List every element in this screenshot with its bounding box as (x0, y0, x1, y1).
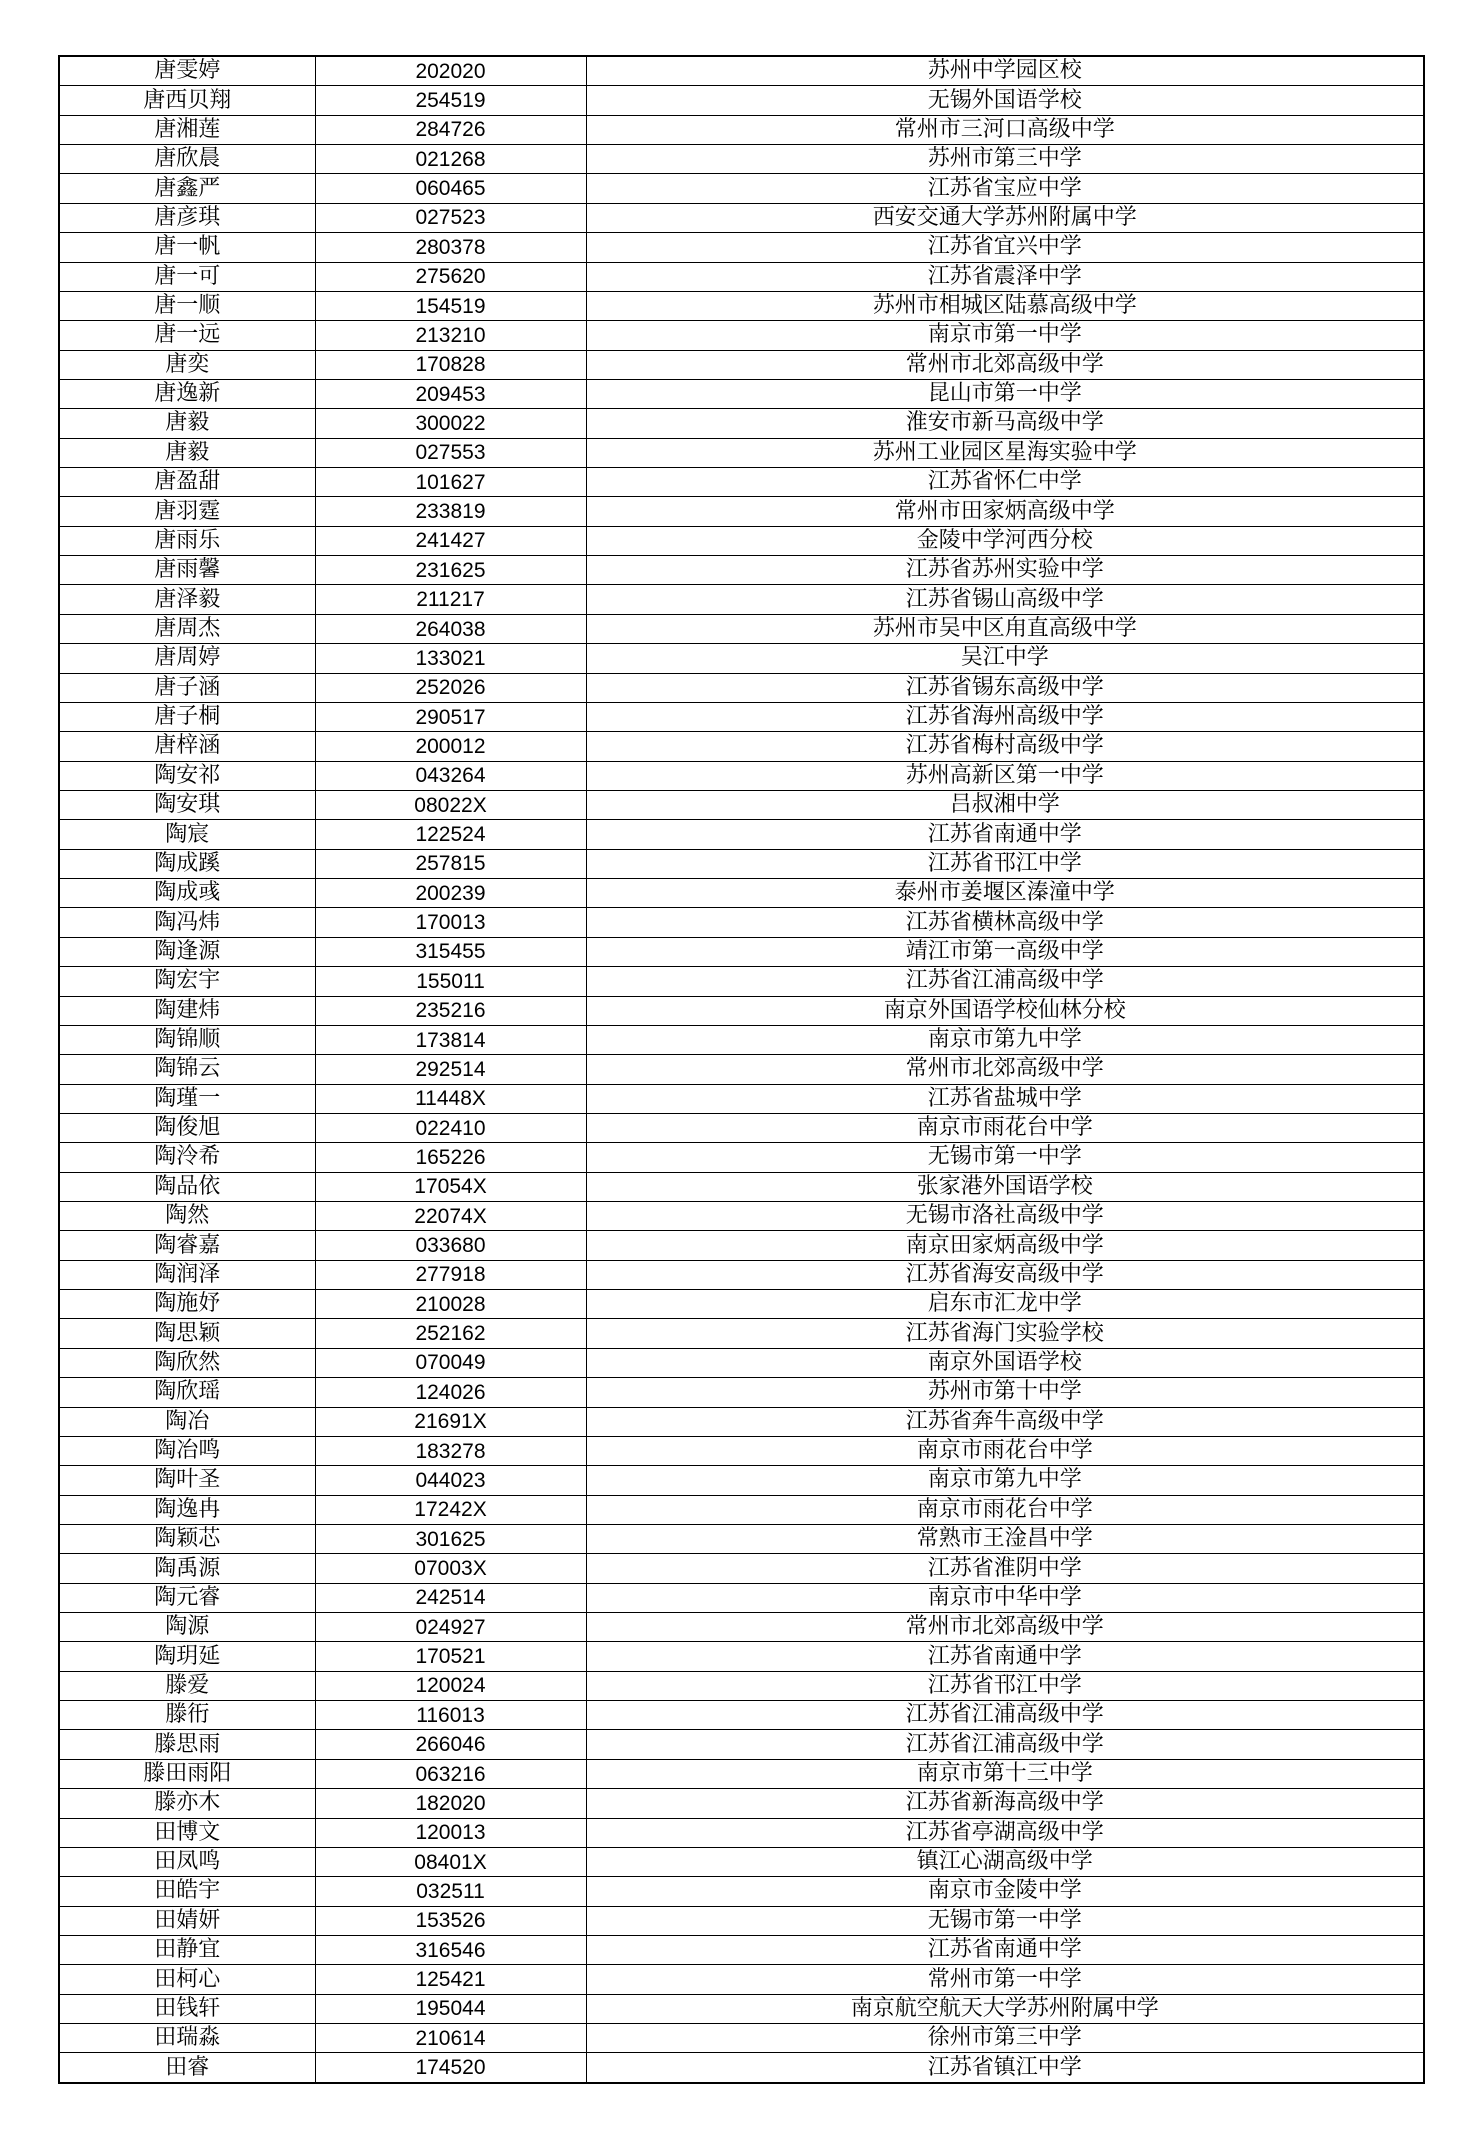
school-cell: 吴江中学 (586, 644, 1424, 673)
id-cell: 17054X (315, 1172, 586, 1201)
id-cell: 241427 (315, 526, 586, 555)
id-cell: 027523 (315, 203, 586, 232)
id-cell: 301625 (315, 1524, 586, 1553)
id-cell: 202020 (315, 56, 586, 86)
table-row (59, 174, 1424, 203)
id-cell: 17242X (315, 1495, 586, 1524)
school-cell: 江苏省江浦高级中学 (586, 967, 1424, 996)
id-cell: 024927 (315, 1613, 586, 1642)
school-cell: 无锡市第一中学 (586, 1143, 1424, 1172)
school-cell: 苏州市吴中区甪直高级中学 (586, 614, 1424, 643)
school-cell: 镇江心湖高级中学 (586, 1847, 1424, 1876)
school-cell: 常州市三河口高级中学 (586, 115, 1424, 144)
name-cell: 唐湘莲 (59, 115, 315, 144)
id-cell: 124026 (315, 1378, 586, 1407)
id-cell: 153526 (315, 1906, 586, 1935)
table-row (59, 1759, 1424, 1788)
id-cell: 11448X (315, 1084, 586, 1113)
name-cell: 陶欣瑶 (59, 1378, 315, 1407)
name-cell: 唐一可 (59, 262, 315, 291)
name-cell: 唐雨乐 (59, 526, 315, 555)
school-cell: 南京市第九中学 (586, 1466, 1424, 1495)
table-row (59, 1671, 1424, 1700)
name-cell: 唐雯婷 (59, 56, 315, 86)
name-cell: 陶品依 (59, 1172, 315, 1201)
table-row (59, 1055, 1424, 1084)
name-cell: 唐一顺 (59, 291, 315, 320)
school-cell: 南京市雨花台中学 (586, 1436, 1424, 1465)
table-row (59, 1290, 1424, 1319)
table-row (59, 115, 1424, 144)
school-cell: 无锡市洛社高级中学 (586, 1202, 1424, 1231)
school-cell: 江苏省南通中学 (586, 1642, 1424, 1671)
id-cell: 257815 (315, 849, 586, 878)
school-cell: 常州市第一中学 (586, 1965, 1424, 1994)
table-row (59, 262, 1424, 291)
table-row (59, 291, 1424, 320)
roster-table-body (59, 56, 1424, 2083)
id-cell: 200012 (315, 732, 586, 761)
name-cell: 田静宜 (59, 1936, 315, 1965)
table-row (59, 1143, 1424, 1172)
school-cell: 常州市北郊高级中学 (586, 1613, 1424, 1642)
school-cell: 南京市第十三中学 (586, 1759, 1424, 1788)
name-cell: 陶元睿 (59, 1583, 315, 1612)
table-row (59, 820, 1424, 849)
school-cell: 苏州市第三中学 (586, 145, 1424, 174)
table-row (59, 1025, 1424, 1054)
name-cell: 唐雨馨 (59, 556, 315, 585)
name-cell: 唐周婷 (59, 644, 315, 673)
school-cell: 江苏省奔牛高级中学 (586, 1407, 1424, 1436)
school-cell: 淮安市新马高级中学 (586, 409, 1424, 438)
school-cell: 南京市金陵中学 (586, 1877, 1424, 1906)
name-cell: 陶然 (59, 1202, 315, 1231)
name-cell: 田博文 (59, 1818, 315, 1847)
school-cell: 昆山市第一中学 (586, 379, 1424, 408)
table-row (59, 614, 1424, 643)
school-cell: 苏州市相城区陆慕高级中学 (586, 291, 1424, 320)
name-cell: 陶颖芯 (59, 1524, 315, 1553)
id-cell: 063216 (315, 1759, 586, 1788)
name-cell: 唐欣晨 (59, 145, 315, 174)
table-row (59, 937, 1424, 966)
roster-table (58, 55, 1425, 2084)
id-cell: 182020 (315, 1789, 586, 1818)
table-row (59, 1495, 1424, 1524)
id-cell: 120024 (315, 1671, 586, 1700)
name-cell: 田柯心 (59, 1965, 315, 1994)
table-row (59, 468, 1424, 497)
name-cell: 陶冶鸣 (59, 1436, 315, 1465)
school-cell: 南京市雨花台中学 (586, 1113, 1424, 1142)
name-cell: 唐子桐 (59, 702, 315, 731)
name-cell: 滕田雨阳 (59, 1759, 315, 1788)
name-cell: 陶建炜 (59, 996, 315, 1025)
id-cell: 170013 (315, 908, 586, 937)
id-cell: 315455 (315, 937, 586, 966)
id-cell: 211217 (315, 585, 586, 614)
name-cell: 陶玥延 (59, 1642, 315, 1671)
school-cell: 苏州市第十中学 (586, 1378, 1424, 1407)
table-row (59, 1701, 1424, 1730)
school-cell: 江苏省淮阴中学 (586, 1554, 1424, 1583)
table-row (59, 644, 1424, 673)
name-cell: 陶冯炜 (59, 908, 315, 937)
name-cell: 陶泠希 (59, 1143, 315, 1172)
table-row (59, 497, 1424, 526)
id-cell: 280378 (315, 233, 586, 262)
name-cell: 陶思颖 (59, 1319, 315, 1348)
name-cell: 陶禹源 (59, 1554, 315, 1583)
table-row (59, 1113, 1424, 1142)
school-cell: 江苏省邗江中学 (586, 849, 1424, 878)
name-cell: 陶欣然 (59, 1348, 315, 1377)
table-row (59, 1642, 1424, 1671)
id-cell: 032511 (315, 1877, 586, 1906)
name-cell: 陶锦云 (59, 1055, 315, 1084)
school-cell: 苏州中学园区校 (586, 56, 1424, 86)
id-cell: 290517 (315, 702, 586, 731)
table-row (59, 145, 1424, 174)
id-cell: 210614 (315, 2024, 586, 2053)
table-row (59, 1407, 1424, 1436)
name-cell: 唐泽毅 (59, 585, 315, 614)
name-cell: 陶宸 (59, 820, 315, 849)
id-cell: 021268 (315, 145, 586, 174)
name-cell: 滕思雨 (59, 1730, 315, 1759)
school-cell: 江苏省邗江中学 (586, 1671, 1424, 1700)
table-row (59, 56, 1424, 86)
id-cell: 125421 (315, 1965, 586, 1994)
id-cell: 316546 (315, 1936, 586, 1965)
id-cell: 254519 (315, 86, 586, 115)
name-cell: 田瑞淼 (59, 2024, 315, 2053)
school-cell: 江苏省亭湖高级中学 (586, 1818, 1424, 1847)
school-cell: 江苏省海安高级中学 (586, 1260, 1424, 1289)
id-cell: 284726 (315, 115, 586, 144)
table-row (59, 585, 1424, 614)
name-cell: 唐鑫严 (59, 174, 315, 203)
name-cell: 陶宏宇 (59, 967, 315, 996)
name-cell: 陶源 (59, 1613, 315, 1642)
table-row (59, 1847, 1424, 1876)
table-row (59, 673, 1424, 702)
table-row (59, 1906, 1424, 1935)
id-cell: 120013 (315, 1818, 586, 1847)
id-cell: 101627 (315, 468, 586, 497)
name-cell: 田睿 (59, 2053, 315, 2083)
name-cell: 唐盈甜 (59, 468, 315, 497)
table-row (59, 702, 1424, 731)
table-row (59, 1877, 1424, 1906)
table-row (59, 732, 1424, 761)
name-cell: 陶施妤 (59, 1290, 315, 1319)
table-row (59, 1436, 1424, 1465)
school-cell: 苏州高新区第一中学 (586, 761, 1424, 790)
name-cell: 唐毅 (59, 438, 315, 467)
name-cell: 唐周杰 (59, 614, 315, 643)
id-cell: 060465 (315, 174, 586, 203)
school-cell: 南京外国语学校仙林分校 (586, 996, 1424, 1025)
school-cell: 启东市汇龙中学 (586, 1290, 1424, 1319)
school-cell: 江苏省新海高级中学 (586, 1789, 1424, 1818)
school-cell: 无锡外国语学校 (586, 86, 1424, 115)
table-row (59, 1730, 1424, 1759)
name-cell: 陶瑾一 (59, 1084, 315, 1113)
id-cell: 252162 (315, 1319, 586, 1348)
school-cell: 江苏省震泽中学 (586, 262, 1424, 291)
id-cell: 233819 (315, 497, 586, 526)
name-cell: 陶冶 (59, 1407, 315, 1436)
school-cell: 江苏省江浦高级中学 (586, 1701, 1424, 1730)
school-cell: 江苏省镇江中学 (586, 2053, 1424, 2083)
id-cell: 044023 (315, 1466, 586, 1495)
id-cell: 242514 (315, 1583, 586, 1612)
table-row (59, 1319, 1424, 1348)
school-cell: 江苏省怀仁中学 (586, 468, 1424, 497)
table-row (59, 379, 1424, 408)
id-cell: 116013 (315, 1701, 586, 1730)
table-row (59, 908, 1424, 937)
id-cell: 235216 (315, 996, 586, 1025)
name-cell: 唐羽霆 (59, 497, 315, 526)
school-cell: 江苏省南通中学 (586, 820, 1424, 849)
name-cell: 田凤鸣 (59, 1847, 315, 1876)
school-cell: 南京市中华中学 (586, 1583, 1424, 1612)
school-cell: 常州市北郊高级中学 (586, 1055, 1424, 1084)
name-cell: 陶润泽 (59, 1260, 315, 1289)
table-row (59, 1613, 1424, 1642)
school-cell: 江苏省海州高级中学 (586, 702, 1424, 731)
school-cell: 南京航空航天大学苏州附属中学 (586, 1994, 1424, 2023)
id-cell: 277918 (315, 1260, 586, 1289)
table-row (59, 790, 1424, 819)
id-cell: 231625 (315, 556, 586, 585)
school-cell: 江苏省海门实验学校 (586, 1319, 1424, 1348)
school-cell: 南京市第九中学 (586, 1025, 1424, 1054)
school-cell: 江苏省江浦高级中学 (586, 1730, 1424, 1759)
table-row (59, 1172, 1424, 1201)
name-cell: 陶睿嘉 (59, 1231, 315, 1260)
school-cell: 江苏省宜兴中学 (586, 233, 1424, 262)
school-cell: 南京市雨花台中学 (586, 1495, 1424, 1524)
name-cell: 陶俊旭 (59, 1113, 315, 1142)
school-cell: 西安交通大学苏州附属中学 (586, 203, 1424, 232)
name-cell: 唐一远 (59, 321, 315, 350)
name-cell: 滕亦木 (59, 1789, 315, 1818)
name-cell: 田婧妍 (59, 1906, 315, 1935)
table-row (59, 1260, 1424, 1289)
id-cell: 155011 (315, 967, 586, 996)
id-cell: 292514 (315, 1055, 586, 1084)
table-row (59, 1936, 1424, 1965)
id-cell: 266046 (315, 1730, 586, 1759)
school-cell: 徐州市第三中学 (586, 2024, 1424, 2053)
table-row (59, 321, 1424, 350)
table-row (59, 556, 1424, 585)
school-cell: 江苏省苏州实验中学 (586, 556, 1424, 585)
school-cell: 金陵中学河西分校 (586, 526, 1424, 555)
id-cell: 22074X (315, 1202, 586, 1231)
school-cell: 常州市北郊高级中学 (586, 350, 1424, 379)
id-cell: 170828 (315, 350, 586, 379)
school-cell: 江苏省宝应中学 (586, 174, 1424, 203)
id-cell: 070049 (315, 1348, 586, 1377)
id-cell: 300022 (315, 409, 586, 438)
name-cell: 陶逢源 (59, 937, 315, 966)
name-cell: 陶成彧 (59, 879, 315, 908)
table-row (59, 1348, 1424, 1377)
id-cell: 213210 (315, 321, 586, 350)
name-cell: 田钱轩 (59, 1994, 315, 2023)
school-cell: 无锡市第一中学 (586, 1906, 1424, 1935)
table-row (59, 1994, 1424, 2023)
table-row (59, 1524, 1424, 1553)
school-cell: 江苏省锡山高级中学 (586, 585, 1424, 614)
name-cell: 陶逸冉 (59, 1495, 315, 1524)
school-cell: 江苏省梅村高级中学 (586, 732, 1424, 761)
school-cell: 苏州工业园区星海实验中学 (586, 438, 1424, 467)
table-row (59, 1202, 1424, 1231)
name-cell: 陶叶圣 (59, 1466, 315, 1495)
name-cell: 滕爱 (59, 1671, 315, 1700)
name-cell: 陶成蹊 (59, 849, 315, 878)
id-cell: 183278 (315, 1436, 586, 1465)
table-row (59, 2053, 1424, 2083)
id-cell: 07003X (315, 1554, 586, 1583)
school-cell: 江苏省南通中学 (586, 1936, 1424, 1965)
id-cell: 022410 (315, 1113, 586, 1142)
id-cell: 173814 (315, 1025, 586, 1054)
id-cell: 043264 (315, 761, 586, 790)
name-cell: 唐逸新 (59, 379, 315, 408)
id-cell: 08401X (315, 1847, 586, 1876)
name-cell: 唐梓涵 (59, 732, 315, 761)
name-cell: 陶安琪 (59, 790, 315, 819)
school-cell: 江苏省锡东高级中学 (586, 673, 1424, 702)
id-cell: 210028 (315, 1290, 586, 1319)
table-row (59, 438, 1424, 467)
table-row (59, 2024, 1424, 2053)
school-cell: 南京田家炳高级中学 (586, 1231, 1424, 1260)
table-row (59, 1965, 1424, 1994)
name-cell: 唐毅 (59, 409, 315, 438)
school-cell: 江苏省盐城中学 (586, 1084, 1424, 1113)
table-row (59, 879, 1424, 908)
table-row (59, 409, 1424, 438)
name-cell: 唐西贝翔 (59, 86, 315, 115)
table-row (59, 967, 1424, 996)
id-cell: 170521 (315, 1642, 586, 1671)
table-row (59, 1084, 1424, 1113)
table-row (59, 761, 1424, 790)
id-cell: 200239 (315, 879, 586, 908)
school-cell: 张家港外国语学校 (586, 1172, 1424, 1201)
name-cell: 唐子涵 (59, 673, 315, 702)
school-cell: 常州市田家炳高级中学 (586, 497, 1424, 526)
table-row (59, 86, 1424, 115)
table-row (59, 1231, 1424, 1260)
name-cell: 唐奕 (59, 350, 315, 379)
table-row (59, 1378, 1424, 1407)
id-cell: 264038 (315, 614, 586, 643)
id-cell: 252026 (315, 673, 586, 702)
id-cell: 195044 (315, 1994, 586, 2023)
table-row (59, 526, 1424, 555)
name-cell: 唐一帆 (59, 233, 315, 262)
id-cell: 174520 (315, 2053, 586, 2083)
id-cell: 209453 (315, 379, 586, 408)
id-cell: 033680 (315, 1231, 586, 1260)
table-row (59, 233, 1424, 262)
school-cell: 南京市第一中学 (586, 321, 1424, 350)
school-cell: 靖江市第一高级中学 (586, 937, 1424, 966)
school-cell: 泰州市姜堰区溱潼中学 (586, 879, 1424, 908)
school-cell: 南京外国语学校 (586, 1348, 1424, 1377)
school-cell: 吕叔湘中学 (586, 790, 1424, 819)
id-cell: 275620 (315, 262, 586, 291)
name-cell: 陶锦顺 (59, 1025, 315, 1054)
name-cell: 陶安祁 (59, 761, 315, 790)
table-row (59, 1554, 1424, 1583)
id-cell: 122524 (315, 820, 586, 849)
table-row (59, 1583, 1424, 1612)
id-cell: 154519 (315, 291, 586, 320)
school-cell: 常熟市王淦昌中学 (586, 1524, 1424, 1553)
name-cell: 唐彦琪 (59, 203, 315, 232)
id-cell: 08022X (315, 790, 586, 819)
table-row (59, 996, 1424, 1025)
id-cell: 21691X (315, 1407, 586, 1436)
id-cell: 027553 (315, 438, 586, 467)
school-cell: 江苏省横林高级中学 (586, 908, 1424, 937)
table-row (59, 1466, 1424, 1495)
id-cell: 165226 (315, 1143, 586, 1172)
table-row (59, 1818, 1424, 1847)
name-cell: 滕衎 (59, 1701, 315, 1730)
name-cell: 田皓宇 (59, 1877, 315, 1906)
id-cell: 133021 (315, 644, 586, 673)
table-row (59, 203, 1424, 232)
table-row (59, 350, 1424, 379)
table-row (59, 849, 1424, 878)
table-row (59, 1789, 1424, 1818)
